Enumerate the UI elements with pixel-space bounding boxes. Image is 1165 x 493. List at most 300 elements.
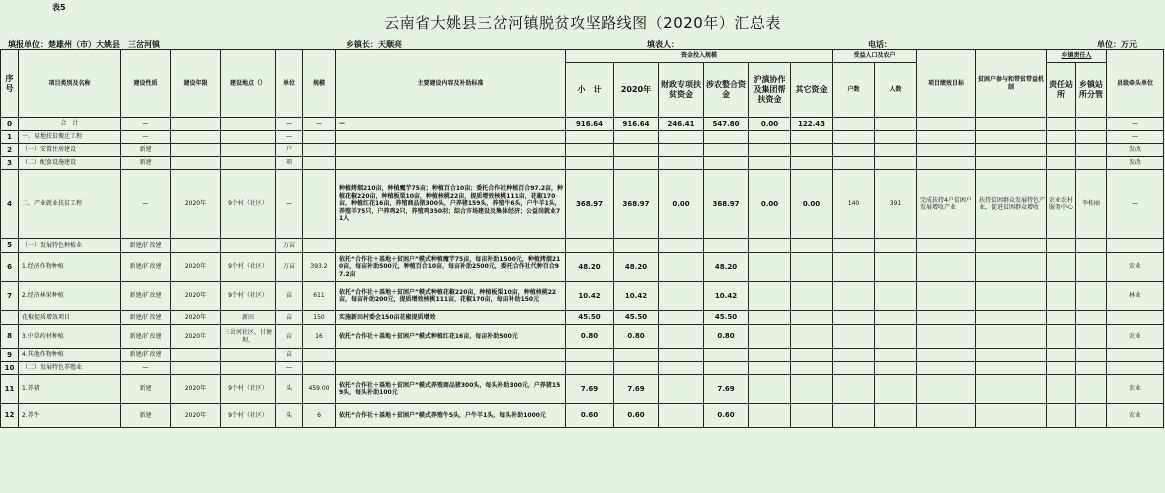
cell-content[interactable]: — — [336, 118, 566, 131]
cell-station[interactable] — [1047, 404, 1076, 428]
cell-subtotal[interactable] — [566, 144, 614, 157]
cell-households[interactable] — [833, 349, 875, 362]
cell-unit[interactable]: 亩 — [276, 282, 303, 311]
cell-station[interactable] — [1047, 375, 1076, 404]
cell-name[interactable]: 1.养猪 — [19, 375, 121, 404]
cell-mechanism[interactable] — [976, 144, 1047, 157]
cell-fiscal[interactable]: 0.00 — [659, 170, 704, 239]
cell-place[interactable] — [221, 349, 276, 362]
cell-goal[interactable]: 完成扶持4户贫困户发展增收产业 — [917, 170, 976, 239]
cell-subtotal[interactable] — [566, 239, 614, 253]
cell-fiscal[interactable] — [659, 282, 704, 311]
cell-y2020[interactable]: 916.64 — [614, 118, 659, 131]
cell-leader[interactable] — [1076, 157, 1107, 170]
cell-fiscal[interactable] — [659, 239, 704, 253]
cell-nature[interactable]: — — [121, 118, 171, 131]
cell-year[interactable] — [171, 118, 221, 131]
cell-scale[interactable] — [303, 170, 336, 239]
cell-content[interactable] — [336, 131, 566, 144]
cell-coop[interactable] — [749, 349, 791, 362]
cell-agri[interactable]: 7.69 — [704, 375, 749, 404]
cell-subtotal[interactable]: 10.42 — [566, 282, 614, 311]
cell-scale[interactable]: 150 — [303, 311, 336, 325]
cell-fiscal[interactable] — [659, 253, 704, 282]
cell-nature[interactable]: 新建/扩改建 — [121, 239, 171, 253]
cell-name[interactable]: 1.经济作物种植 — [19, 253, 121, 282]
cell-agri[interactable]: 547.80 — [704, 118, 749, 131]
col-nature: 建设性质 — [121, 50, 171, 118]
cell-households[interactable] — [833, 404, 875, 428]
cell-people[interactable] — [875, 144, 917, 157]
cell-mechanism[interactable] — [976, 253, 1047, 282]
cell-other[interactable] — [791, 144, 833, 157]
cell-nature[interactable]: 新建/扩改建 — [121, 349, 171, 362]
cell-people[interactable] — [875, 311, 917, 325]
cell-mechanism[interactable] — [976, 157, 1047, 170]
cell-station[interactable]: 农业农村服务中心 — [1047, 170, 1076, 239]
cell-mechanism[interactable] — [976, 349, 1047, 362]
cell-station[interactable] — [1047, 349, 1076, 362]
cell-goal[interactable] — [917, 144, 976, 157]
cell-fiscal[interactable] — [659, 375, 704, 404]
cell-unit[interactable]: 户 — [276, 144, 303, 157]
cell-leader[interactable] — [1076, 253, 1107, 282]
cell-subtotal[interactable]: 0.80 — [566, 325, 614, 349]
cell-goal[interactable] — [917, 362, 976, 375]
cell-nature[interactable]: 新建 — [121, 404, 171, 428]
cell-station[interactable] — [1047, 118, 1076, 131]
cell-goal[interactable] — [917, 325, 976, 349]
cell-subtotal[interactable] — [566, 131, 614, 144]
cell-unit[interactable]: 万亩 — [276, 239, 303, 253]
cell-people[interactable]: 391 — [875, 170, 917, 239]
cell-county[interactable] — [1107, 239, 1164, 253]
cell-subtotal[interactable]: 916.64 — [566, 118, 614, 131]
cell-scale[interactable]: 393.2 — [303, 253, 336, 282]
cell-nature[interactable]: 新建/扩改建 — [121, 253, 171, 282]
cell-leader[interactable] — [1076, 144, 1107, 157]
cell-other[interactable] — [791, 362, 833, 375]
cell-seq[interactable]: 10 — [1, 362, 19, 375]
cell-agri[interactable]: 10.42 — [704, 282, 749, 311]
cell-scale[interactable]: 6 — [303, 404, 336, 428]
cell-seq[interactable]: 3 — [1, 157, 19, 170]
cell-nature[interactable]: — — [121, 131, 171, 144]
cell-unit[interactable]: — — [276, 170, 303, 239]
cell-station[interactable] — [1047, 131, 1076, 144]
cell-name[interactable]: 4.其他作物种植 — [19, 349, 121, 362]
cell-year[interactable]: 2020年 — [171, 325, 221, 349]
cell-y2020[interactable]: 0.80 — [614, 325, 659, 349]
cell-county[interactable]: 农业 — [1107, 253, 1164, 282]
cell-y2020[interactable] — [614, 157, 659, 170]
cell-year[interactable]: 2020年 — [171, 253, 221, 282]
cell-people[interactable] — [875, 131, 917, 144]
cell-coop[interactable] — [749, 239, 791, 253]
cell-agri[interactable]: 48.20 — [704, 253, 749, 282]
cell-coop[interactable]: 0.00 — [749, 170, 791, 239]
cell-nature[interactable]: — — [121, 362, 171, 375]
cell-unit[interactable]: 头 — [276, 375, 303, 404]
cell-people[interactable] — [875, 157, 917, 170]
cell-scale[interactable] — [303, 362, 336, 375]
cell-other[interactable]: 122.43 — [791, 118, 833, 131]
cell-y2020[interactable]: 0.60 — [614, 404, 659, 428]
cell-y2020[interactable] — [614, 144, 659, 157]
cell-households[interactable] — [833, 311, 875, 325]
cell-seq[interactable]: 9 — [1, 349, 19, 362]
cell-county[interactable]: — — [1107, 170, 1164, 239]
cell-year[interactable]: 2020年 — [171, 375, 221, 404]
cell-year[interactable] — [171, 362, 221, 375]
cell-agri[interactable] — [704, 239, 749, 253]
cell-leader[interactable] — [1076, 239, 1107, 253]
cell-leader[interactable]: 李桂丽 — [1076, 170, 1107, 239]
cell-name[interactable]: 一、易地扶贫搬迁工程 — [19, 131, 121, 144]
cell-unit[interactable]: 亩 — [276, 325, 303, 349]
cell-county[interactable] — [1107, 349, 1164, 362]
cell-households[interactable] — [833, 253, 875, 282]
cell-unit[interactable]: — — [276, 131, 303, 144]
cell-nature[interactable]: 新建/扩改建 — [121, 311, 171, 325]
cell-seq[interactable]: 8 — [1, 325, 19, 349]
cell-county[interactable]: 发改 — [1107, 157, 1164, 170]
cell-mechanism[interactable] — [976, 239, 1047, 253]
cell-content[interactable]: 依托“合作社＋基地＋贫困户”模式种植魔芋75亩，每亩补助1500元，种植烤烟210亩，每亩补助500元，种植百合10亩，每亩补助2500元，委托合作社代种百合97.2亩 — [336, 253, 566, 282]
cell-scale[interactable]: — — [303, 118, 336, 131]
cell-station[interactable] — [1047, 325, 1076, 349]
cell-year[interactable]: 2020年 — [171, 311, 221, 325]
cell-other[interactable] — [791, 239, 833, 253]
cell-seq[interactable]: 2 — [1, 144, 19, 157]
cell-year[interactable]: 2020年 — [171, 282, 221, 311]
cell-station[interactable] — [1047, 239, 1076, 253]
cell-goal[interactable] — [917, 311, 976, 325]
cell-leader[interactable] — [1076, 375, 1107, 404]
cell-other[interactable] — [791, 282, 833, 311]
cell-nature[interactable]: 新建/扩改建 — [121, 282, 171, 311]
cell-seq[interactable]: 6 — [1, 253, 19, 282]
cell-leader[interactable] — [1076, 362, 1107, 375]
cell-agri[interactable] — [704, 157, 749, 170]
cell-people[interactable] — [875, 362, 917, 375]
cell-county[interactable]: — — [1107, 118, 1164, 131]
cell-households[interactable]: 140 — [833, 170, 875, 239]
cell-subtotal[interactable]: 48.20 — [566, 253, 614, 282]
cell-leader[interactable] — [1076, 282, 1107, 311]
cell-content[interactable] — [336, 144, 566, 157]
cell-y2020[interactable]: 48.20 — [614, 253, 659, 282]
cell-coop[interactable] — [749, 325, 791, 349]
cell-agri[interactable] — [704, 144, 749, 157]
cell-households[interactable] — [833, 325, 875, 349]
cell-content[interactable]: 依托“合作社＋基地＋贫困户”模式种植花椒220亩，种植板栗10亩，种植核桃22亩，每亩补助200元，提质增效核桃111亩，花椒170亩，每亩补助150元 — [336, 282, 566, 311]
cell-content[interactable] — [336, 239, 566, 253]
cell-subtotal[interactable] — [566, 362, 614, 375]
cell-station[interactable] — [1047, 311, 1076, 325]
cell-county[interactable]: 林业 — [1107, 282, 1164, 311]
cell-nature[interactable]: 新建 — [121, 144, 171, 157]
cell-leader[interactable] — [1076, 118, 1107, 131]
cell-people[interactable] — [875, 325, 917, 349]
cell-mechanism[interactable] — [976, 404, 1047, 428]
cell-households[interactable] — [833, 144, 875, 157]
cell-fiscal[interactable] — [659, 157, 704, 170]
cell-nature[interactable]: 新建 — [121, 375, 171, 404]
cell-scale[interactable] — [303, 144, 336, 157]
cell-scale[interactable] — [303, 157, 336, 170]
cell-place[interactable] — [221, 157, 276, 170]
cell-place[interactable]: 三岔河社区、甘塘坝、 — [221, 325, 276, 349]
cell-subtotal[interactable]: 45.50 — [566, 311, 614, 325]
cell-people[interactable] — [875, 282, 917, 311]
cell-agri[interactable]: 0.60 — [704, 404, 749, 428]
cell-station[interactable] — [1047, 253, 1076, 282]
cell-seq[interactable]: 5 — [1, 239, 19, 253]
cell-content[interactable]: 依托“合作社＋基地＋贫困户”模式种植红花16亩，每亩补助500元 — [336, 325, 566, 349]
cell-station[interactable] — [1047, 144, 1076, 157]
cell-fiscal[interactable] — [659, 144, 704, 157]
cell-year[interactable]: 2020年 — [171, 404, 221, 428]
cell-place[interactable] — [221, 131, 276, 144]
cell-people[interactable] — [875, 239, 917, 253]
cell-station[interactable] — [1047, 157, 1076, 170]
cell-place[interactable]: 9个村（社区） — [221, 404, 276, 428]
cell-place[interactable]: 9个村（社区） — [221, 375, 276, 404]
cell-fiscal[interactable] — [659, 131, 704, 144]
cell-scale[interactable]: 16 — [303, 325, 336, 349]
cell-people[interactable] — [875, 349, 917, 362]
table-row — [1, 362, 1164, 375]
cell-agri[interactable]: 368.97 — [704, 170, 749, 239]
cell-mechanism[interactable]: 扶持贫困群众发展特色产业，促进贫困群众增收 — [976, 170, 1047, 239]
cell-households[interactable] — [833, 282, 875, 311]
cell-leader[interactable] — [1076, 325, 1107, 349]
cell-name[interactable]: 合 计 — [19, 118, 121, 131]
cell-y2020[interactable]: 45.50 — [614, 311, 659, 325]
cell-subtotal[interactable] — [566, 157, 614, 170]
cell-coop[interactable] — [749, 311, 791, 325]
cell-place[interactable] — [221, 362, 276, 375]
cell-seq[interactable]: 0 — [1, 118, 19, 131]
cell-fiscal[interactable] — [659, 362, 704, 375]
cell-coop[interactable]: 0.00 — [749, 118, 791, 131]
cell-coop[interactable] — [749, 253, 791, 282]
cell-mechanism[interactable] — [976, 311, 1047, 325]
cell-place[interactable]: 新田 — [221, 311, 276, 325]
cell-people[interactable] — [875, 118, 917, 131]
cell-nature[interactable]: — — [121, 170, 171, 239]
cell-people[interactable] — [875, 253, 917, 282]
cell-households[interactable] — [833, 362, 875, 375]
cell-leader[interactable] — [1076, 404, 1107, 428]
cell-other[interactable] — [791, 131, 833, 144]
cell-agri[interactable] — [704, 131, 749, 144]
cell-name[interactable]: 2.养牛 — [19, 404, 121, 428]
cell-households[interactable] — [833, 131, 875, 144]
cell-county[interactable]: 农业 — [1107, 375, 1164, 404]
cell-name[interactable]: （二）发展特色养殖业 — [19, 362, 121, 375]
cell-other[interactable] — [791, 311, 833, 325]
cell-place[interactable]: 9个村（社区） — [221, 253, 276, 282]
cell-county[interactable] — [1107, 362, 1164, 375]
cell-station[interactable] — [1047, 362, 1076, 375]
cell-county[interactable]: 农业 — [1107, 404, 1164, 428]
cell-y2020[interactable]: 10.42 — [614, 282, 659, 311]
cell-nature[interactable]: 新建/扩改建 — [121, 325, 171, 349]
cell-place[interactable] — [221, 239, 276, 253]
cell-place[interactable] — [221, 118, 276, 131]
cell-goal[interactable] — [917, 404, 976, 428]
cell-coop[interactable] — [749, 157, 791, 170]
cell-name[interactable]: 3.中草药材种植 — [19, 325, 121, 349]
cell-goal[interactable] — [917, 118, 976, 131]
cell-seq[interactable]: 1 — [1, 131, 19, 144]
cell-agri[interactable]: 0.80 — [704, 325, 749, 349]
cell-content[interactable] — [336, 349, 566, 362]
cell-name[interactable]: （二）配套设施建设 — [19, 157, 121, 170]
cell-agri[interactable]: 45.50 — [704, 311, 749, 325]
cell-households[interactable] — [833, 118, 875, 131]
cell-county[interactable]: — — [1107, 131, 1164, 144]
cell-other[interactable] — [791, 325, 833, 349]
cell-other[interactable] — [791, 349, 833, 362]
cell-mechanism[interactable] — [976, 362, 1047, 375]
cell-content[interactable]: 依托“合作社＋基地＋贫困户”模式养殖牛5头，户牛羊1头，每头补助1000元 — [336, 404, 566, 428]
cell-county[interactable] — [1107, 311, 1164, 325]
cell-y2020[interactable] — [614, 239, 659, 253]
cell-goal[interactable] — [917, 349, 976, 362]
cell-other[interactable] — [791, 157, 833, 170]
cell-scale[interactable]: 611 — [303, 282, 336, 311]
cell-coop[interactable] — [749, 404, 791, 428]
cell-unit[interactable]: — — [276, 118, 303, 131]
cell-subtotal[interactable]: 368.97 — [566, 170, 614, 239]
cell-leader[interactable] — [1076, 349, 1107, 362]
cell-mechanism[interactable] — [976, 118, 1047, 131]
cell-goal[interactable] — [917, 239, 976, 253]
cell-y2020[interactable] — [614, 362, 659, 375]
cell-coop[interactable] — [749, 375, 791, 404]
cell-content[interactable] — [336, 362, 566, 375]
cell-fiscal[interactable]: 246.41 — [659, 118, 704, 131]
cell-unit[interactable]: 项 — [276, 157, 303, 170]
cell-county[interactable]: 发改 — [1107, 144, 1164, 157]
cell-households[interactable] — [833, 239, 875, 253]
cell-name[interactable]: （一）安置住房建设 — [19, 144, 121, 157]
cell-households[interactable] — [833, 375, 875, 404]
cell-other[interactable] — [791, 375, 833, 404]
col-2020: 2020年 — [614, 63, 659, 118]
cell-unit[interactable]: 头 — [276, 404, 303, 428]
cell-other[interactable]: 0.00 — [791, 170, 833, 239]
cell-mechanism[interactable] — [976, 131, 1047, 144]
cell-y2020[interactable]: 368.97 — [614, 170, 659, 239]
cell-other[interactable] — [791, 253, 833, 282]
cell-unit[interactable]: — — [276, 362, 303, 375]
cell-fiscal[interactable] — [659, 325, 704, 349]
cell-year[interactable] — [171, 157, 221, 170]
cell-people[interactable] — [875, 375, 917, 404]
cell-place[interactable] — [221, 144, 276, 157]
cell-name[interactable]: 花椒提质增效项目 — [19, 311, 121, 325]
cell-year[interactable] — [171, 349, 221, 362]
cell-y2020[interactable] — [614, 131, 659, 144]
cell-agri[interactable] — [704, 362, 749, 375]
cell-seq[interactable]: 7 — [1, 282, 19, 311]
cell-content[interactable]: 实施新田村委会150亩花椒提质增效 — [336, 311, 566, 325]
cell-year[interactable] — [171, 144, 221, 157]
cell-station[interactable] — [1047, 282, 1076, 311]
cell-year[interactable]: 2020年 — [171, 170, 221, 239]
cell-unit[interactable]: 亩 — [276, 349, 303, 362]
cell-agri[interactable] — [704, 349, 749, 362]
cell-coop[interactable] — [749, 362, 791, 375]
cell-goal[interactable] — [917, 157, 976, 170]
cell-seq[interactable] — [1, 311, 19, 325]
cell-fiscal[interactable] — [659, 349, 704, 362]
cell-goal[interactable] — [917, 375, 976, 404]
table-row — [1, 253, 1164, 282]
cell-county[interactable]: 农业 — [1107, 325, 1164, 349]
cell-place[interactable]: 9个村（社区） — [221, 282, 276, 311]
cell-goal[interactable] — [917, 282, 976, 311]
cell-coop[interactable] — [749, 282, 791, 311]
cell-unit[interactable]: 万亩 — [276, 253, 303, 282]
cell-goal[interactable] — [917, 131, 976, 144]
cell-leader[interactable] — [1076, 311, 1107, 325]
cell-subtotal[interactable]: 7.69 — [566, 375, 614, 404]
cell-mechanism[interactable] — [976, 375, 1047, 404]
cell-subtotal[interactable] — [566, 349, 614, 362]
cell-nature[interactable]: 新建 — [121, 157, 171, 170]
cell-goal[interactable] — [917, 253, 976, 282]
cell-place[interactable]: 9个村（社区） — [221, 170, 276, 239]
cell-people[interactable] — [875, 404, 917, 428]
cell-other[interactable] — [791, 404, 833, 428]
cell-unit[interactable]: 亩 — [276, 311, 303, 325]
cell-households[interactable] — [833, 157, 875, 170]
cell-coop[interactable] — [749, 131, 791, 144]
cell-fiscal[interactable] — [659, 404, 704, 428]
table-row — [1, 144, 1164, 157]
cell-year[interactable] — [171, 131, 221, 144]
cell-content[interactable]: 种植烤烟210亩，种植魔芋75亩；种植百合10亩；委托合作社种植百合97.2亩，种植花椒220亩，种植板栗10亩，种植核桃22亩，提质增效核桃111亩，花椒170亩，种植红花16亩，养殖商品猪300头，户养猪159头，养殖牛6头，户牛羊1头，养殖羊75只，户养鸡2只，养殖鸡350羽；综合市场建设及集体经济；公益岗就业71人 — [336, 170, 566, 239]
cell-seq[interactable]: 12 — [1, 404, 19, 428]
cell-year[interactable] — [171, 239, 221, 253]
cell-y2020[interactable] — [614, 349, 659, 362]
cell-y2020[interactable]: 7.69 — [614, 375, 659, 404]
cell-scale[interactable]: 459.00 — [303, 375, 336, 404]
cell-name[interactable]: 二、产业就业扶贫工程 — [19, 170, 121, 239]
cell-mechanism[interactable] — [976, 325, 1047, 349]
cell-content[interactable]: 依托“合作社＋基地＋贫困户”模式养殖商品猪300头，每头补助300元，户养猪159头，每头补助100元 — [336, 375, 566, 404]
cell-leader[interactable] — [1076, 131, 1107, 144]
cell-content[interactable] — [336, 157, 566, 170]
cell-name[interactable]: （一）发展特色种植业 — [19, 239, 121, 253]
cell-seq[interactable]: 4 — [1, 170, 19, 239]
cell-name[interactable]: 2.经济林果种植 — [19, 282, 121, 311]
col-scale: 规模 — [303, 50, 336, 118]
cell-scale[interactable] — [303, 131, 336, 144]
cell-scale[interactable] — [303, 239, 336, 253]
cell-subtotal[interactable]: 0.60 — [566, 404, 614, 428]
cell-seq[interactable]: 11 — [1, 375, 19, 404]
cell-scale[interactable] — [303, 349, 336, 362]
cell-mechanism[interactable] — [976, 282, 1047, 311]
cell-coop[interactable] — [749, 144, 791, 157]
cell-fiscal[interactable] — [659, 311, 704, 325]
